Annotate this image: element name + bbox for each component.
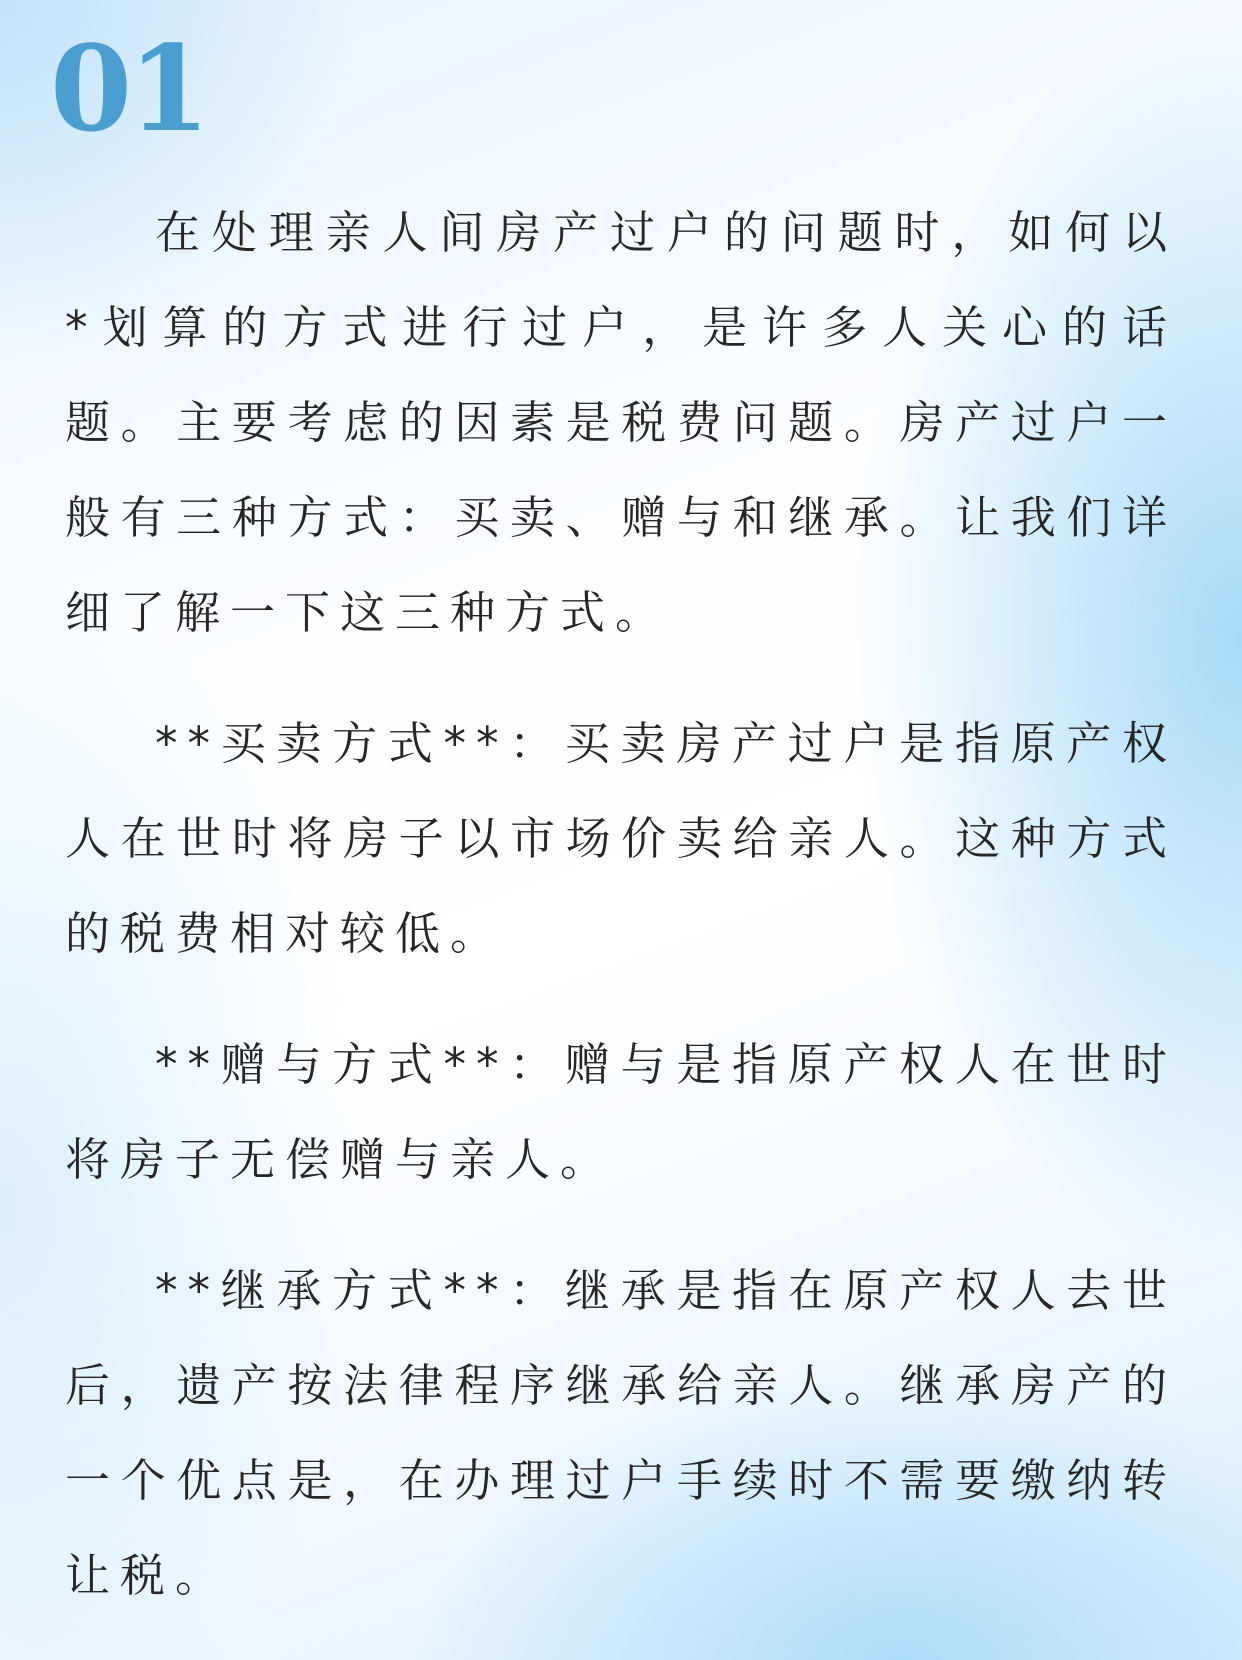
page-number: 01 [50, 19, 207, 158]
paragraph-intro: 在处理亲人间房产过户的问题时，如何以*划算的方式进行过户，是许多人关心的话题。主要考虑的因素是税费问题。房产过户一般有三种方式：买卖、赠与和继承。让我们详细了解一下这三种方式。 [65, 206, 1177, 639]
paragraph-sale: **买卖方式**：买卖房产过户是指原产权人在世时将房子以市场价卖给亲人。这种方式的税费相对较低。 [65, 717, 1177, 960]
article-body [65, 185, 1177, 1659]
paragraph-gift: **赠与方式**：赠与是指原产权人在世时将房子无偿赠与亲人。 [65, 1038, 1177, 1186]
paragraph-inheritance: **继承方式**：继承是指在原产权人去世后，遗产按法律程序继承给亲人。继承房产的一个优点是，在办理过户手续时不需要缴纳转让税。 [65, 1264, 1177, 1602]
